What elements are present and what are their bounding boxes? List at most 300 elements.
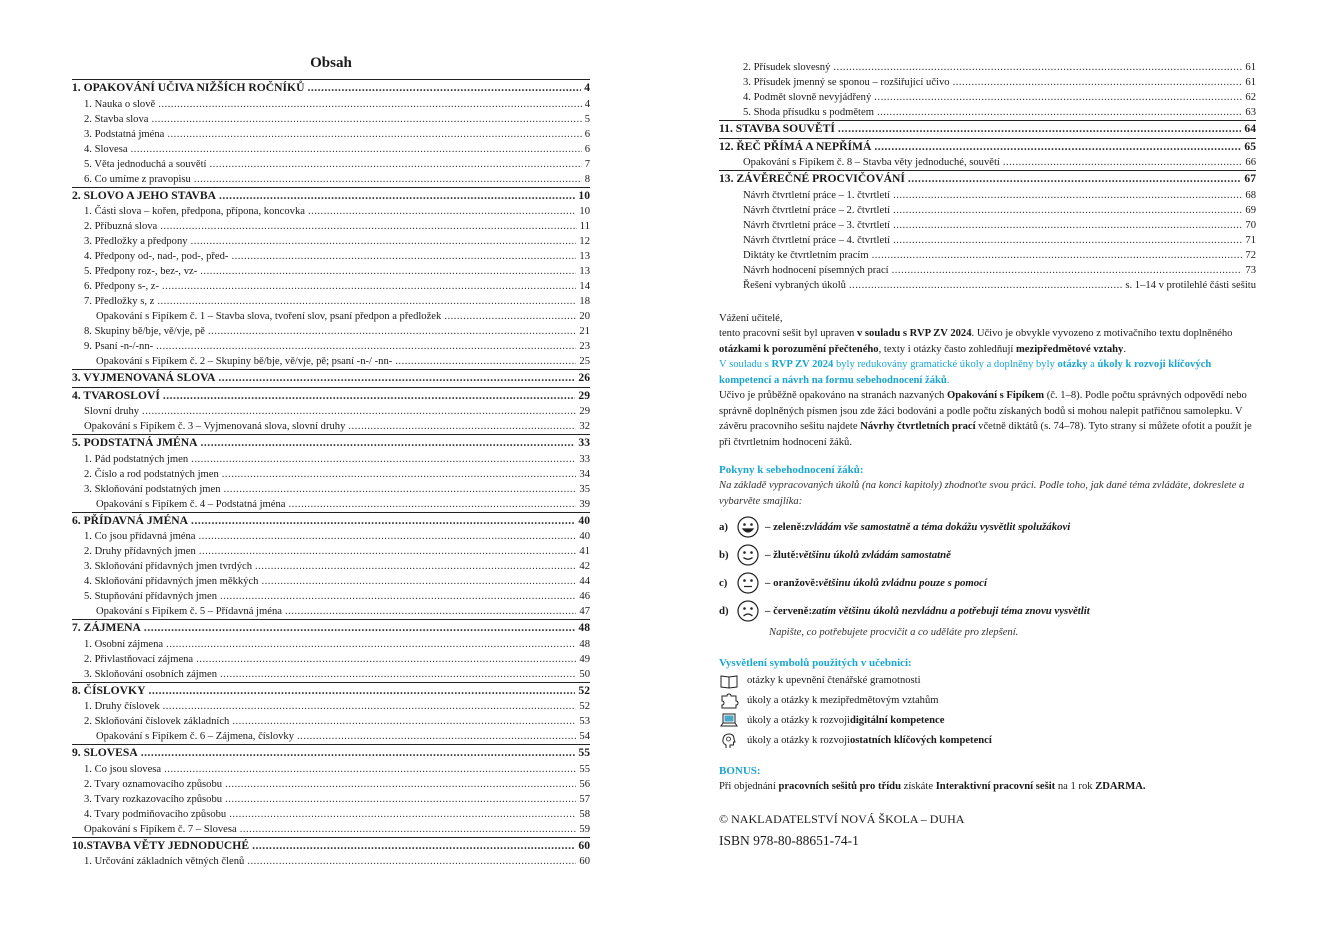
toc-entry-row bbox=[72, 219, 590, 234]
toc-dot-leader bbox=[157, 294, 576, 309]
toc-entry-title: 7. Předložky s, z bbox=[84, 296, 155, 307]
toc-entry-title: 1. Osobní zájmena bbox=[84, 638, 164, 650]
toc-entry-row bbox=[72, 157, 590, 172]
toc-entry-title: 5. PODSTATNÁ JMÉNA bbox=[72, 436, 198, 449]
toc-page-number: 50 bbox=[579, 668, 590, 680]
toc-dot-leader bbox=[141, 745, 576, 762]
toc-page-number: 18 bbox=[579, 296, 590, 307]
toc-entry-row bbox=[72, 762, 590, 777]
toc-dot-leader bbox=[200, 264, 576, 279]
toc-entry-title: 1. Pád podstatných jmen bbox=[84, 453, 189, 465]
toc-dot-leader bbox=[231, 249, 576, 264]
toc-entry-title: 4. TVAROSLOVÍ bbox=[72, 388, 160, 402]
isbn-line: ISBN 978-80-88651-74-1 bbox=[719, 833, 859, 848]
toc-page-number: 56 bbox=[579, 778, 590, 790]
toc-entry-title: 4. Skloňování přídavných jmen měkkých bbox=[84, 576, 259, 587]
smiley-description: zatím většinu úkolů nezvládnu a potřebuji téma znovu vysvětlit bbox=[812, 605, 1090, 617]
toc-dot-leader bbox=[297, 729, 576, 744]
symbols-list bbox=[719, 671, 1256, 751]
toc-entry-title: 2. Přísudek slovesný bbox=[743, 62, 831, 73]
symbol-text: úkoly a otázky k mezipředmětovým vztahům bbox=[747, 695, 939, 706]
toc-dot-leader bbox=[838, 121, 1242, 138]
toc-page-number: 11 bbox=[579, 221, 590, 232]
toc-entry-row bbox=[719, 155, 1256, 170]
toc-entry-title: 3. Přísudek jmenný se sponou – rozšiřující učivo bbox=[743, 77, 950, 88]
toc-dot-leader bbox=[893, 218, 1242, 233]
toc-page-number: 47 bbox=[579, 606, 590, 617]
toc-entry-row bbox=[72, 652, 590, 667]
toc-entry-row bbox=[72, 729, 590, 744]
toc-dot-leader bbox=[164, 762, 576, 777]
toc-dot-leader bbox=[163, 388, 576, 405]
toc-entry-title: 2. Číslo a rod podstatných jmen bbox=[84, 468, 219, 480]
toc-entry-title: 1. Co jsou slovesa bbox=[84, 763, 162, 775]
toc-page-number: 41 bbox=[579, 546, 590, 557]
toc-entry-title: 8. Skupiny bě/bje, vě/vje, pě bbox=[84, 326, 205, 337]
toc-entry-row bbox=[72, 234, 590, 249]
toc-entry-row bbox=[72, 204, 590, 219]
toc-entry-row bbox=[719, 188, 1256, 203]
toc-entry-row bbox=[719, 75, 1256, 90]
toc-left-page bbox=[72, 52, 590, 869]
toc-entry-title: 2. Skloňování číslovek základních bbox=[84, 716, 230, 727]
smiley-color-label: – zeleně: bbox=[765, 521, 805, 533]
toc-chapter-row bbox=[72, 837, 590, 855]
toc-entry-title: 4. Tvary podmiňovacího způsobu bbox=[84, 808, 227, 820]
toc-entry-row bbox=[72, 699, 590, 714]
toc-page-number: 10 bbox=[579, 206, 590, 217]
toc-entry-row bbox=[72, 792, 590, 807]
smiley-color-label: – oranžově: bbox=[765, 577, 819, 589]
toc-entry-row bbox=[72, 574, 590, 589]
toc-page-number: 58 bbox=[579, 808, 590, 820]
toc-page-number: 44 bbox=[579, 576, 590, 587]
toc-entry-title: 1. Druhy číslovek bbox=[84, 701, 160, 712]
letter-paragraph-3: Učivo je průběžně opakováno na stranách nazvaných Opakování s Fipíkem (č. 1–8). Podle počtu správných odpovědí nebo správně doplněných písmen jsou zde žáci bodováni a podle počtu získaných bodů si mohou nalepit patřičnou samolepku. V závěru pracovního sešitu najdete Návrhy čtvrtletních prací včetně diktátů (s. 74–78). Tyto strany si můžete ofotit a použít je při čtvrtletním hodnocení žáků. bbox=[719, 390, 1252, 448]
toc-page-number: 64 bbox=[1244, 122, 1256, 135]
smiley-face-icon bbox=[737, 600, 759, 622]
toc-page-number: 23 bbox=[579, 341, 590, 352]
toc-dot-leader bbox=[874, 139, 1241, 156]
toc-dot-leader bbox=[308, 204, 576, 219]
toc-dot-leader bbox=[849, 278, 1122, 293]
toc-page-number: 53 bbox=[579, 716, 590, 727]
bonus-text: Při objednání pracovních sešitů pro třídu získáte Interaktivní pracovní sešit na 1 rok ZDARMA. bbox=[719, 780, 1146, 792]
toc-entry-title: Řešení vybraných úkolů bbox=[743, 279, 846, 291]
computer-icon bbox=[719, 713, 739, 729]
toc-entry-title: Opakování s Fipíkem č. 5 – Přídavná jména bbox=[96, 606, 282, 617]
toc-dot-leader bbox=[225, 792, 576, 807]
toc-entry-row bbox=[72, 419, 590, 434]
toc-entry-row bbox=[719, 248, 1256, 263]
toc-chapter-row bbox=[72, 619, 590, 637]
toc-entry-title: Opakování s Fipíkem č. 1 – Stavba slova, tvoření slov, psaní předpon a předložek bbox=[96, 311, 442, 322]
toc-page-number: 55 bbox=[578, 746, 590, 759]
toc-entry-title: 9. Psaní -n-/-nn- bbox=[84, 341, 154, 352]
toc-dot-leader bbox=[893, 203, 1242, 218]
self-eval-heading: Pokyny k sebehodnocení žáků: bbox=[719, 464, 864, 476]
smiley-color-label: – žlutě: bbox=[765, 549, 799, 561]
toc-dot-leader bbox=[247, 854, 576, 869]
toc-chapter-row bbox=[72, 744, 590, 762]
toc-page-number: 10 bbox=[578, 188, 590, 202]
toc-entry-title: 6. Co umíme z pravopisu bbox=[84, 173, 191, 185]
toc-entry-title: 12. ŘEČ PŘÍMÁ A NEPŘÍMÁ bbox=[719, 139, 872, 153]
toc-page-number: 72 bbox=[1245, 249, 1256, 261]
toc-page-number: 39 bbox=[579, 498, 590, 510]
toc-dot-leader bbox=[1003, 155, 1243, 170]
toc-dot-leader bbox=[220, 589, 576, 604]
toc-entry-row bbox=[72, 497, 590, 512]
toc-page-number: 32 bbox=[579, 421, 590, 432]
toc-chapter-row bbox=[72, 79, 590, 97]
toc-entry-title: 11. STAVBA SOUVĚTÍ bbox=[719, 122, 835, 135]
toc-entry-row bbox=[72, 127, 590, 142]
smiley-list bbox=[719, 513, 1256, 625]
toc-entry-title: 2. Příbuzná slova bbox=[84, 221, 158, 232]
toc-dot-leader bbox=[222, 467, 577, 482]
toc-dot-leader bbox=[191, 513, 575, 530]
toc-page-number: 13 bbox=[579, 266, 590, 277]
toc-dot-leader bbox=[444, 309, 576, 324]
toc-page-number: 29 bbox=[579, 406, 590, 417]
toc-entry-title: Návrh čtvrtletní práce – 3. čtvrtletí bbox=[743, 219, 891, 231]
toc-dot-leader bbox=[261, 574, 576, 589]
toc-entry-title: 2. Stavba slova bbox=[84, 113, 149, 125]
toc-chapter-row bbox=[719, 120, 1256, 138]
toc-entry-title: 3. Předložky a předpony bbox=[84, 236, 188, 247]
toc-dot-leader bbox=[208, 324, 576, 339]
toc-dot-leader bbox=[194, 172, 582, 187]
smiley-row bbox=[719, 569, 1256, 597]
toc-entry-title: Návrh čtvrtletní práce – 4. čtvrtletí bbox=[743, 234, 891, 246]
toc-dot-leader bbox=[151, 112, 581, 127]
smiley-description: většinu úkolů zvládám samostatně bbox=[798, 549, 951, 561]
toc-dot-leader bbox=[199, 544, 577, 559]
toc-list-left bbox=[72, 79, 590, 869]
toc-dot-leader bbox=[148, 683, 575, 700]
toc-dot-leader bbox=[872, 248, 1243, 263]
toc-page-number: 5 bbox=[584, 113, 590, 125]
toc-entry-title: Opakování s Fipíkem č. 4 – Podstatná jména bbox=[96, 498, 286, 510]
toc-entry-title: 2. Druhy přídavných jmen bbox=[84, 546, 196, 557]
toc-dot-leader bbox=[201, 435, 576, 452]
toc-chapter-row bbox=[72, 387, 590, 405]
smiley-row bbox=[719, 513, 1256, 541]
toc-dot-leader bbox=[285, 604, 576, 619]
toc-entry-row bbox=[72, 822, 590, 837]
toc-dot-leader bbox=[953, 75, 1243, 90]
toc-page-number: 8 bbox=[584, 173, 590, 185]
toc-entry-row bbox=[72, 604, 590, 619]
symbols-heading: Vysvětlení symbolů použitých v učebnici: bbox=[719, 656, 912, 669]
toc-dot-leader bbox=[232, 714, 576, 729]
symbol-row bbox=[719, 691, 1256, 711]
toc-dot-leader bbox=[167, 127, 581, 142]
toc-dot-leader bbox=[833, 60, 1242, 75]
symbol-row bbox=[719, 711, 1256, 731]
toc-page-number: 60 bbox=[579, 856, 590, 867]
toc-dot-leader bbox=[166, 637, 576, 652]
toc-list-right bbox=[719, 60, 1256, 293]
toc-entry-row bbox=[72, 452, 590, 467]
toc-page-number: 63 bbox=[1245, 107, 1256, 118]
toc-page-number: s. 1–14 v protilehlé části sešitu bbox=[1125, 279, 1256, 291]
toc-chapter-row bbox=[72, 682, 590, 700]
toc-entry-row bbox=[72, 339, 590, 354]
symbol-text: otázky k upevnění čtenářské gramotnosti bbox=[747, 675, 921, 686]
smiley-row bbox=[719, 597, 1256, 625]
toc-page-number: 13 bbox=[579, 251, 590, 262]
toc-dot-leader bbox=[307, 80, 581, 97]
toc-entry-title: 8. ČÍSLOVKY bbox=[72, 683, 146, 697]
toc-entry-title: Návrh hodnocení písemných prací bbox=[743, 264, 889, 276]
toc-entry-row bbox=[72, 294, 590, 309]
toc-entry-row bbox=[72, 544, 590, 559]
symbol-text-bold: digitální kompetence bbox=[849, 715, 945, 726]
toc-entry-title: Opakování s Fipíkem č. 7 – Slovesa bbox=[84, 823, 237, 835]
toc-entry-row bbox=[72, 97, 590, 112]
toc-page-number: 61 bbox=[1245, 77, 1256, 88]
toc-page-number: 62 bbox=[1245, 92, 1256, 103]
toc-page-number: 65 bbox=[1244, 139, 1256, 153]
smiley-description: zvládám vše samostatně a téma dokážu vysvětlit spolužákovi bbox=[804, 521, 1071, 533]
toc-page-number: 40 bbox=[579, 531, 590, 542]
toc-entry-row bbox=[719, 105, 1256, 120]
toc-entry-title: 3. Skloňování přídavných jmen tvrdých bbox=[84, 561, 252, 572]
toc-entry-row bbox=[72, 854, 590, 869]
toc-page-number: 73 bbox=[1245, 264, 1256, 276]
toc-entry-row bbox=[72, 309, 590, 324]
toc-entry-title: 2. SLOVO A JEHO STAVBA bbox=[72, 188, 216, 202]
toc-page-number: 46 bbox=[579, 591, 590, 602]
toc-entry-row bbox=[72, 714, 590, 729]
toc-entry-title: 6. Předpony s-, z- bbox=[84, 281, 160, 292]
toc-entry-title: 4. Podmět slovně nevyjádřený bbox=[743, 92, 872, 103]
toc-entry-row bbox=[72, 249, 590, 264]
toc-entry-row bbox=[72, 172, 590, 187]
toc-entry-title: 7. ZÁJMENA bbox=[72, 621, 141, 634]
smiley-face-icon bbox=[737, 544, 759, 566]
toc-entry-row bbox=[72, 279, 590, 294]
toc-entry-title: Opakování s Fipíkem č. 2 – Skupiny bě/bje, vě/vje, pě; psaní -n-/ -nn- bbox=[96, 356, 393, 367]
smiley-color-label: – červeně: bbox=[765, 605, 813, 617]
toc-title: Obsah bbox=[310, 55, 352, 71]
toc-dot-leader bbox=[163, 699, 577, 714]
toc-page-number: 21 bbox=[579, 326, 590, 337]
smiley-row bbox=[719, 541, 1256, 569]
toc-dot-leader bbox=[191, 452, 576, 467]
letter-greeting: Vážení učitelé, bbox=[719, 312, 783, 324]
toc-page-number: 48 bbox=[578, 621, 590, 634]
toc-dot-leader bbox=[395, 354, 576, 369]
toc-page-number: 52 bbox=[579, 701, 590, 712]
toc-dot-leader bbox=[144, 620, 575, 637]
smiley-description: většinu úkolů zvládnu pouze s pomocí bbox=[818, 577, 987, 589]
toc-page-number: 33 bbox=[579, 453, 590, 465]
toc-chapter-row bbox=[719, 170, 1256, 188]
toc-page-number: 35 bbox=[579, 483, 590, 495]
toc-page-number: 12 bbox=[579, 236, 590, 247]
toc-page-number: 34 bbox=[579, 468, 590, 480]
toc-entry-row bbox=[72, 807, 590, 822]
toc-entry-title: Opakování s Fipíkem č. 6 – Zájmena, číslovky bbox=[96, 731, 295, 742]
toc-dot-leader bbox=[892, 263, 1243, 278]
self-eval-note: Napište, co potřebujete procvičit a co uděláte pro zlepšení. bbox=[769, 627, 1019, 638]
toc-entry-title: 3. Skloňování osobních zájmen bbox=[84, 668, 217, 680]
toc-entry-title: 1. Co jsou přídavná jména bbox=[84, 531, 196, 542]
toc-page-number: 26 bbox=[578, 371, 590, 384]
toc-entry-row bbox=[72, 112, 590, 127]
toc-entry-title: 9. SLOVESA bbox=[72, 746, 138, 759]
toc-page-number: 42 bbox=[579, 561, 590, 572]
symbol-text-bold: ostatních klíčových kompetencí bbox=[849, 735, 992, 746]
toc-chapter-row bbox=[72, 369, 590, 387]
toc-page-number: 14 bbox=[579, 281, 590, 292]
toc-entry-title: 1. Nauka o slově bbox=[84, 98, 156, 110]
letter-paragraph-1: tento pracovní sešit byl upraven v souladu s RVP ZV 2024. Učivo je obvykle vyvozeno z motivačního textu doplněného otázkami k porozumění přečteného, texty i otázky často zohledňují mezipředmětové vztahy. bbox=[719, 328, 1233, 355]
smiley-letter: d) bbox=[719, 605, 729, 617]
bonus-heading: BONUS: bbox=[719, 764, 761, 777]
toc-entry-row bbox=[719, 203, 1256, 218]
toc-page-number: 66 bbox=[1245, 157, 1256, 168]
toc-page-number: 55 bbox=[579, 763, 590, 775]
toc-chapter-row bbox=[72, 434, 590, 452]
toc-page-number: 71 bbox=[1245, 234, 1256, 246]
smiley-letter: c) bbox=[719, 577, 728, 589]
toc-entry-row bbox=[72, 637, 590, 652]
toc-page-number: 40 bbox=[578, 513, 590, 527]
toc-page-number: 60 bbox=[578, 838, 590, 852]
toc-page-number: 52 bbox=[578, 683, 590, 697]
toc-dot-leader bbox=[225, 777, 576, 792]
toc-entry-title: 5. Věta jednoduchá a souvětí bbox=[84, 158, 207, 170]
toc-page-number: 4 bbox=[584, 98, 590, 110]
toc-entry-title: 3. VYJMENOVANÁ SLOVA bbox=[72, 371, 216, 384]
toc-entry-row bbox=[719, 218, 1256, 233]
toc-page-number: 48 bbox=[579, 638, 590, 650]
toc-page-number: 54 bbox=[579, 731, 590, 742]
toc-dot-leader bbox=[220, 667, 576, 682]
toc-entry-row bbox=[719, 90, 1256, 105]
toc-dot-leader bbox=[142, 404, 576, 419]
puzzle-icon bbox=[719, 693, 739, 709]
toc-chapter-row bbox=[719, 138, 1256, 156]
symbol-row bbox=[719, 731, 1256, 751]
toc-entry-title: Návrh čtvrtletní práce – 1. čtvrtletí bbox=[743, 189, 891, 201]
toc-dot-leader bbox=[191, 234, 577, 249]
smiley-face-icon bbox=[737, 572, 759, 594]
toc-entry-title: 2. Přivlastňovací zájmena bbox=[84, 653, 194, 665]
toc-dot-leader bbox=[162, 279, 576, 294]
toc-dot-leader bbox=[908, 171, 1242, 188]
symbol-text: úkoly a otázky k rozvoji bbox=[747, 735, 850, 746]
toc-entry-row bbox=[72, 354, 590, 369]
toc-entry-title: 2. Tvary oznamovacího způsobu bbox=[84, 778, 223, 790]
toc-entry-row bbox=[72, 667, 590, 682]
symbol-text: úkoly a otázky k rozvoji bbox=[747, 715, 850, 726]
toc-entry-title: Slovní druhy bbox=[84, 406, 140, 417]
toc-entry-row bbox=[72, 559, 590, 574]
toc-entry-row bbox=[719, 233, 1256, 248]
toc-dot-leader bbox=[156, 339, 576, 354]
toc-page-number: 49 bbox=[579, 653, 590, 665]
toc-dot-leader bbox=[218, 370, 575, 387]
toc-entry-title: 3. Skloňování podstatných jmen bbox=[84, 483, 221, 495]
toc-dot-leader bbox=[874, 90, 1242, 105]
toc-entry-row bbox=[72, 142, 590, 157]
toc-dot-leader bbox=[240, 822, 577, 837]
toc-entry-title: 5. Shoda přísudku s podmětem bbox=[743, 107, 874, 118]
toc-dot-leader bbox=[160, 219, 577, 234]
toc-entry-row bbox=[72, 589, 590, 604]
toc-page-number: 4 bbox=[584, 81, 590, 94]
toc-page-number: 61 bbox=[1245, 62, 1256, 73]
toc-page-number: 7 bbox=[584, 158, 590, 170]
toc-entry-row bbox=[72, 467, 590, 482]
toc-dot-leader bbox=[893, 188, 1242, 203]
toc-entry-row bbox=[72, 482, 590, 497]
smiley-letter: a) bbox=[719, 521, 728, 533]
toc-entry-title: 4. Předpony od-, nad-, pod-, před- bbox=[84, 251, 229, 262]
toc-dot-leader bbox=[255, 559, 576, 574]
toc-entry-title: Opakování s Fipíkem č. 3 – Vyjmenovaná slova, slovní druhy bbox=[84, 421, 346, 432]
toc-entry-title: 1. Části slova – kořen, předpona, přípona, koncovka bbox=[84, 206, 305, 217]
toc-entry-title: 1. Určování základních větných členů bbox=[84, 856, 245, 867]
toc-entry-row bbox=[719, 278, 1256, 293]
smiley-face-icon bbox=[737, 516, 759, 538]
smiley-letter: b) bbox=[719, 549, 729, 561]
toc-page-number: 70 bbox=[1245, 219, 1256, 231]
toc-page-number: 67 bbox=[1244, 172, 1256, 185]
toc-entry-title: 6. PŘÍDAVNÁ JMÉNA bbox=[72, 513, 189, 527]
toc-entry-title: 10.STAVBA VĚTY JEDNODUCHÉ bbox=[72, 838, 250, 852]
toc-chapter-row bbox=[72, 512, 590, 530]
toc-dot-leader bbox=[219, 188, 575, 205]
toc-entry-row bbox=[72, 404, 590, 419]
toc-dot-leader bbox=[199, 529, 577, 544]
toc-dot-leader bbox=[877, 105, 1242, 120]
toc-page-number: 20 bbox=[579, 311, 590, 322]
toc-page-number: 29 bbox=[578, 388, 590, 402]
toc-entry-row bbox=[72, 529, 590, 544]
toc-page-number: 6 bbox=[584, 143, 590, 155]
head-icon bbox=[719, 733, 739, 749]
right-page bbox=[719, 60, 1256, 849]
toc-entry-row bbox=[719, 60, 1256, 75]
toc-page-number: 33 bbox=[578, 436, 590, 449]
toc-dot-leader bbox=[209, 157, 581, 172]
toc-dot-leader bbox=[158, 97, 582, 112]
toc-entry-title: 4. Slovesa bbox=[84, 143, 128, 155]
symbol-row bbox=[719, 671, 1256, 691]
toc-dot-leader bbox=[893, 233, 1242, 248]
toc-entry-row bbox=[72, 777, 590, 792]
toc-entry-row bbox=[719, 263, 1256, 278]
toc-entry-title: 13. ZÁVĚREČNÉ PROCVIČOVÁNÍ bbox=[719, 172, 905, 185]
toc-page-number: 69 bbox=[1245, 204, 1256, 216]
toc-dot-leader bbox=[224, 482, 577, 497]
toc-page-number: 68 bbox=[1245, 189, 1256, 201]
toc-entry-title: 5. Předpony roz-, bez-, vz- bbox=[84, 266, 198, 277]
letter-paragraph-2: V souladu s RVP ZV 2024 byly redukovány gramatické úkoly a doplněny byly otázky a úkoly k rozvoji klíčových kompetencí a návrh na formu sebehodnocení žáků. bbox=[719, 359, 1212, 386]
toc-entry-row bbox=[72, 264, 590, 279]
book-icon bbox=[719, 673, 739, 689]
toc-entry-title: Návrh čtvrtletní práce – 2. čtvrtletí bbox=[743, 204, 891, 216]
toc-dot-leader bbox=[229, 807, 576, 822]
toc-dot-leader bbox=[196, 652, 576, 667]
self-eval-intro: Na základě vypracovaných úkolů (na konci kapitoly) zhodnoťte svou práci. Podle toho, jak dané téma zvládáte, dokreslete a vybarvěte smajlíka: bbox=[719, 480, 1245, 507]
